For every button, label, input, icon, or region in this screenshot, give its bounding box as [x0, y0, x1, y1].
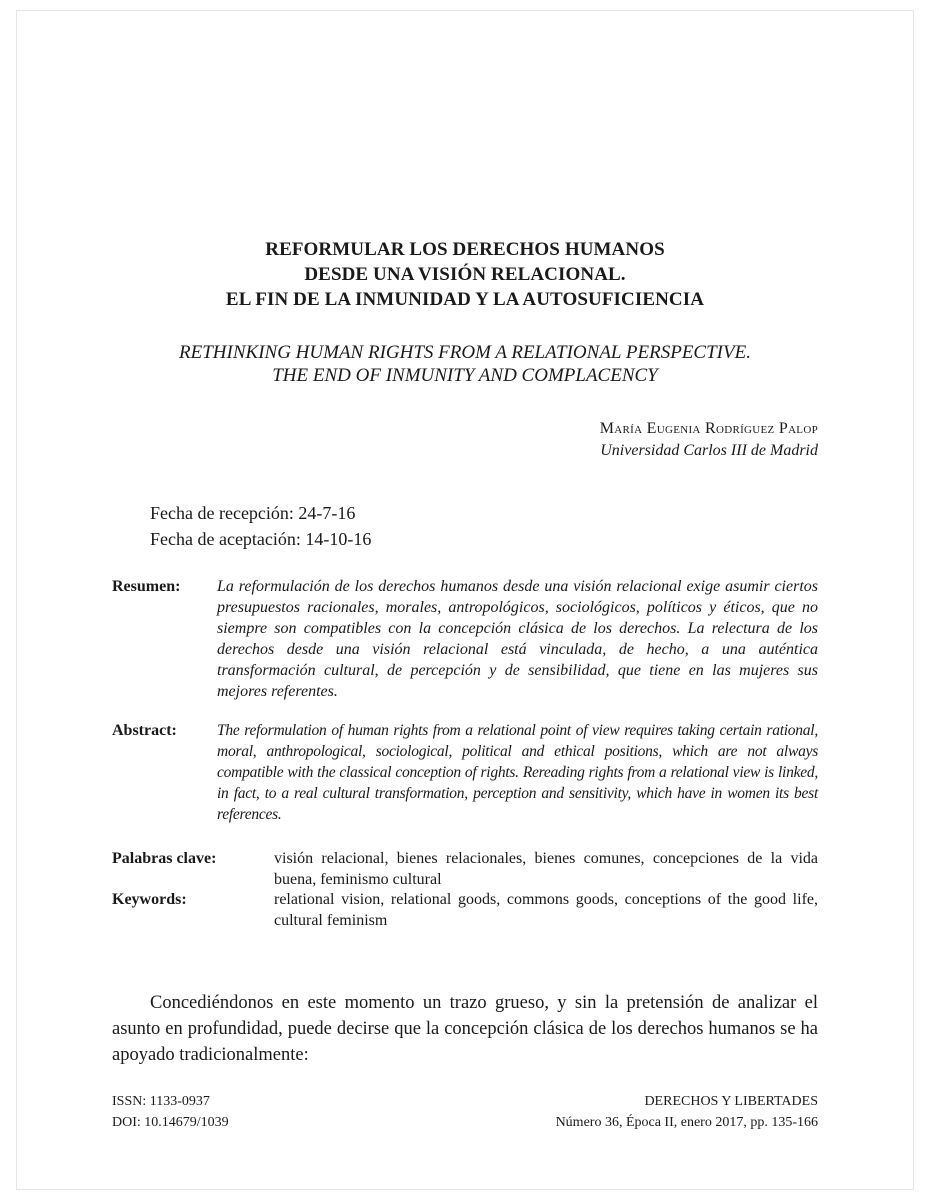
- palabras-clave-section: [112, 848, 818, 890]
- dates-block: [150, 500, 371, 552]
- author-name: María Eugenia Rodríguez Palop: [599, 420, 818, 437]
- footer-issue-info: Número 36, Época II, enero 2017, pp. 135-166: [555, 1115, 818, 1130]
- author-affiliation: Universidad Carlos III de Madrid: [600, 442, 818, 459]
- author-block: [600, 418, 818, 462]
- title-line-2: DESDE UNA VISIÓN RELACIONAL.: [304, 264, 626, 285]
- abstract-section: [112, 720, 818, 830]
- title-line-3: EL FIN DE LA INMUNIDAD Y LA AUTOSUFICIENCIA: [225, 289, 705, 310]
- footer-journal-name: DERECHOS Y LIBERTADES: [644, 1094, 818, 1109]
- article-title: [0, 237, 930, 312]
- resumen-section: [112, 576, 818, 706]
- resumen-label: Resumen:: [112, 578, 181, 595]
- article-subtitle: [0, 341, 930, 387]
- keywords-text: relational vision, relational goods, commons goods, conceptions of the good life, cultural feminism: [274, 891, 818, 929]
- palabras-clave-label: Palabras clave:: [112, 850, 217, 867]
- subtitle-line-1: RETHINKING HUMAN RIGHTS FROM A RELATIONAL PERSPECTIVE.: [179, 342, 751, 363]
- keywords-label: Keywords:: [112, 891, 187, 908]
- footer-identifiers: [112, 1091, 229, 1133]
- resumen-text: La reformulación de los derechos humanos desde una visión relacional exige asumir ciertos presupuestos racionales, morales, antropológicos, sociológicos, políticos y éticos, que no siempre son compatibles con la concepción clásica de los derechos. La relectura de los derechos desde una visión relacional está vinculada, de hecho, a una auténtica transformación cultural, de percepción y de sensibilidad, que tiene en las mujeres sus mejores referentes.: [217, 578, 818, 700]
- abstract-text: The reformulation of human rights from a relational point of view requires taking certain rational, moral, anthropological, sociological, political and ethical positions, which are not always compatible with the classical conception of rights. Rereading rights from a relational view is linked, in fact, to a real cultural transformation, perception and sensitivity, which have in women its best references.: [217, 722, 818, 823]
- footer-issn: ISSN: 1133-0937: [112, 1094, 210, 1109]
- footer-doi: DOI: 10.14679/1039: [112, 1115, 229, 1130]
- acceptance-date: Fecha de aceptación: 14-10-16: [150, 529, 372, 549]
- subtitle-line-2: THE END OF INMUNITY AND COMPLACENCY: [272, 365, 658, 386]
- abstract-label: Abstract:: [112, 722, 177, 739]
- title-line-1: REFORMULAR LOS DERECHOS HUMANOS: [265, 239, 665, 260]
- reception-date: Fecha de recepción: 24-7-16: [150, 503, 356, 523]
- palabras-clave-text: visión relacional, bienes relacionales, bienes comunes, concepciones de la vida buena, feminismo cultural: [274, 850, 818, 888]
- body-paragraph: Concediéndonos en este momento un trazo grueso, y sin la pretensión de analizar el asunto en profundidad, puede decirse que la concepción clásica de los derechos humanos se ha apoyado tradicionalmente:: [112, 993, 818, 1065]
- footer-journal-info: [556, 1091, 818, 1133]
- keywords-section: [112, 889, 818, 931]
